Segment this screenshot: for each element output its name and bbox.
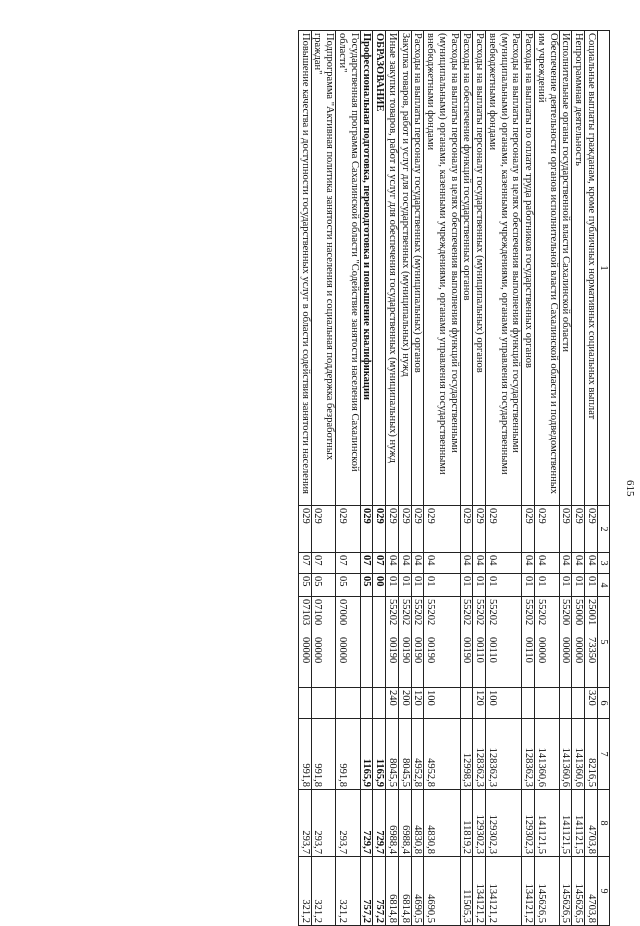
row-csr xyxy=(311,597,336,688)
budget-table xyxy=(298,30,610,926)
row-value-2: 141121,5 xyxy=(572,790,585,857)
table-row xyxy=(298,31,311,926)
row-csr-part-2: 00190 xyxy=(412,637,424,664)
row-csr-part-2: 00000 xyxy=(336,637,348,664)
row-value-3: 321,2 xyxy=(298,857,311,926)
row-ved: 029 xyxy=(311,506,336,553)
row-value-1: 141360,6 xyxy=(559,719,572,790)
row-value-3: 134121,2 xyxy=(522,857,535,926)
header-col-8: 8 xyxy=(597,790,609,857)
row-value-2: 729,7 xyxy=(360,790,373,857)
row-value-2: 129302,3 xyxy=(486,790,522,857)
table-row xyxy=(336,31,361,926)
row-vr: 200 xyxy=(398,688,411,719)
row-csr-part-2: 00000 xyxy=(573,637,585,664)
row-pr: 05 xyxy=(360,574,373,597)
row-csr xyxy=(298,597,311,688)
row-rz: 04 xyxy=(460,553,473,574)
row-csr xyxy=(572,597,585,688)
row-name: Расходы на выплаты персоналу в целях обеспечения выполнения функций государственными (муниципальными) органами, казенными учреждениями, органами управления государственными внебюджетными фондами xyxy=(486,31,522,506)
row-value-2: 129302,3 xyxy=(473,790,486,857)
row-rz: 07 xyxy=(298,553,311,574)
row-name: Государственная программа Сахалинской области "Содействие занятости населения Сахалинской области" xyxy=(336,31,361,506)
row-ved: 029 xyxy=(424,506,460,553)
row-csr xyxy=(386,597,399,688)
row-csr xyxy=(373,597,386,688)
row-csr xyxy=(336,597,361,688)
header-col-3: 3 xyxy=(597,553,609,574)
row-name: Расходы на выплаты по оплате труда работников государственных органов xyxy=(522,31,535,506)
row-rz: 07 xyxy=(311,553,336,574)
table-row xyxy=(473,31,486,926)
row-value-3: 757,2 xyxy=(373,857,386,926)
row-value-2: 6988,4 xyxy=(386,790,399,857)
row-pr: 01 xyxy=(559,574,572,597)
row-csr xyxy=(585,597,598,688)
table-row xyxy=(486,31,522,926)
row-value-2: 293,7 xyxy=(298,790,311,857)
row-csr xyxy=(473,597,486,688)
row-value-3: 4690,5 xyxy=(424,857,460,926)
row-value-3: 6814,8 xyxy=(398,857,411,926)
header-col-4: 4 xyxy=(597,574,609,597)
row-name: Расходы на выплаты персоналу государственных (муниципальных) органов xyxy=(411,31,424,506)
row-ved: 029 xyxy=(298,506,311,553)
row-rz: 04 xyxy=(398,553,411,574)
row-name: Подпрограмма "Активная политика занятости населения и социальная поддержка безработных граждан" xyxy=(311,31,336,506)
row-value-1: 8045,5 xyxy=(386,719,399,790)
row-pr: 01 xyxy=(386,574,399,597)
row-name: Исполнительные органы государственной власти Сахалинской области xyxy=(559,31,572,506)
row-vr: 320 xyxy=(585,688,598,719)
row-vr xyxy=(460,688,473,719)
row-ved: 029 xyxy=(486,506,522,553)
row-pr: 05 xyxy=(298,574,311,597)
row-csr-part-1: 55202 xyxy=(386,599,398,626)
row-csr xyxy=(559,597,572,688)
row-value-3: 145626,5 xyxy=(535,857,560,926)
row-value-3: 6814,8 xyxy=(386,857,399,926)
row-name: Обеспечение деятельности органов исполнительной власти Сахалинской области и подведомственных им учреждений xyxy=(535,31,560,506)
row-csr xyxy=(360,597,373,688)
table-row xyxy=(559,31,572,926)
row-value-1: 1165,9 xyxy=(373,719,386,790)
row-pr: 05 xyxy=(336,574,361,597)
row-rz: 04 xyxy=(522,553,535,574)
row-csr-part-2: 00000 xyxy=(299,637,311,664)
row-vr: 240 xyxy=(386,688,399,719)
row-csr-part-1: 07103 xyxy=(299,599,311,626)
row-name: Социальные выплаты гражданам, кроме публичных нормативных социальных выплат xyxy=(585,31,598,506)
row-ved: 029 xyxy=(460,506,473,553)
row-value-3: 134121,2 xyxy=(473,857,486,926)
page-number: 615 xyxy=(624,480,636,497)
table-row xyxy=(386,31,399,926)
row-value-1: 12998,3 xyxy=(460,719,473,790)
row-csr-part-1: 25001 xyxy=(585,599,597,626)
row-value-3: 134121,2 xyxy=(486,857,522,926)
row-value-1: 141360,6 xyxy=(572,719,585,790)
row-value-3: 321,2 xyxy=(311,857,336,926)
table-row xyxy=(360,31,373,926)
row-pr: 01 xyxy=(411,574,424,597)
row-rz: 04 xyxy=(572,553,585,574)
row-pr: 00 xyxy=(373,574,386,597)
row-value-1: 4952,8 xyxy=(424,719,460,790)
row-value-3: 4703,8 xyxy=(585,857,598,926)
row-pr: 05 xyxy=(311,574,336,597)
row-value-3: 11505,3 xyxy=(460,857,473,926)
row-csr-part-2: 00000 xyxy=(560,637,572,664)
row-csr-part-1: 07000 xyxy=(336,599,348,626)
row-value-2: 141121,5 xyxy=(559,790,572,857)
row-csr-part-2: 00110 xyxy=(486,637,498,663)
row-rz: 04 xyxy=(473,553,486,574)
row-value-1: 141360,6 xyxy=(535,719,560,790)
row-csr xyxy=(398,597,411,688)
header-col-1: 1 xyxy=(597,31,609,506)
row-value-3: 757,2 xyxy=(360,857,373,926)
header-col-7: 7 xyxy=(597,719,609,790)
row-value-1: 128362,3 xyxy=(486,719,522,790)
row-csr-part-1: 55202 xyxy=(461,599,473,626)
row-value-2: 6988,4 xyxy=(398,790,411,857)
row-csr-part-1: 55202 xyxy=(412,599,424,626)
header-col-5: 5 xyxy=(597,597,609,688)
row-csr-part-2: 00000 xyxy=(312,637,324,664)
row-rz: 04 xyxy=(559,553,572,574)
row-csr-part-2: 00190 xyxy=(399,637,411,664)
row-csr-part-2: 00110 xyxy=(523,637,535,663)
row-value-1: 8045,5 xyxy=(398,719,411,790)
row-rz: 04 xyxy=(486,553,522,574)
row-csr xyxy=(411,597,424,688)
row-csr xyxy=(535,597,560,688)
row-rz: 04 xyxy=(411,553,424,574)
row-csr xyxy=(522,597,535,688)
row-name: Расходы на выплаты персоналу в целях обеспечения выполнения функций государственными (муниципальными) органами, казенными учреждениями, органами управления государственными внебюджетными фондами xyxy=(424,31,460,506)
row-pr: 01 xyxy=(535,574,560,597)
row-pr: 01 xyxy=(572,574,585,597)
row-csr-part-1: 55202 xyxy=(523,599,535,626)
row-csr-part-2: 73350 xyxy=(585,637,597,664)
row-value-1: 991,8 xyxy=(298,719,311,790)
row-csr xyxy=(424,597,460,688)
row-value-1: 991,8 xyxy=(336,719,361,790)
table-row xyxy=(411,31,424,926)
row-value-1: 991,8 xyxy=(311,719,336,790)
row-ved: 029 xyxy=(559,506,572,553)
row-ved: 029 xyxy=(336,506,361,553)
row-ved: 029 xyxy=(398,506,411,553)
row-value-3: 145626,5 xyxy=(559,857,572,926)
row-rz: 04 xyxy=(424,553,460,574)
table-row xyxy=(460,31,473,926)
row-csr-part-2: 00000 xyxy=(535,637,547,664)
row-name: Закупка товаров, работ и услуг для государственных (муниципальных) нужд xyxy=(398,31,411,506)
header-col-9: 9 xyxy=(597,857,609,926)
row-csr-part-1: 55202 xyxy=(425,599,437,626)
row-value-2: 4830,8 xyxy=(424,790,460,857)
row-rz: 07 xyxy=(373,553,386,574)
row-vr xyxy=(572,688,585,719)
row-vr xyxy=(336,688,361,719)
row-value-1: 8216,5 xyxy=(585,719,598,790)
row-pr: 01 xyxy=(473,574,486,597)
row-csr-part-1: 55000 xyxy=(573,599,585,626)
row-vr xyxy=(360,688,373,719)
header-col-6: 6 xyxy=(597,688,609,719)
row-rz: 07 xyxy=(336,553,361,574)
row-value-3: 145626,5 xyxy=(572,857,585,926)
row-vr xyxy=(373,688,386,719)
table-row xyxy=(398,31,411,926)
row-vr: 100 xyxy=(424,688,460,719)
row-name: Расходы на обеспечение функций государственных органов xyxy=(460,31,473,506)
row-vr: 120 xyxy=(473,688,486,719)
row-vr xyxy=(535,688,560,719)
row-name: Повышение качества и доступности государственных услуг в области содействия занятости населения xyxy=(298,31,311,506)
row-value-2: 4830,8 xyxy=(411,790,424,857)
table-row xyxy=(424,31,460,926)
row-vr xyxy=(298,688,311,719)
header-row xyxy=(597,31,609,926)
row-pr: 01 xyxy=(585,574,598,597)
row-value-2: 729,7 xyxy=(373,790,386,857)
row-csr-part-2: 00190 xyxy=(425,637,437,664)
table-row xyxy=(585,31,598,926)
row-value-3: 4690,5 xyxy=(411,857,424,926)
row-ved: 029 xyxy=(572,506,585,553)
row-ved: 029 xyxy=(386,506,399,553)
row-pr: 01 xyxy=(486,574,522,597)
row-csr xyxy=(460,597,473,688)
row-ved: 029 xyxy=(473,506,486,553)
table-row xyxy=(373,31,386,926)
row-csr-part-1: 55202 xyxy=(486,599,498,626)
row-name: Расходы на выплаты персоналу государственных (муниципальных) органов xyxy=(473,31,486,506)
row-csr-part-1: 55200 xyxy=(560,599,572,626)
row-csr xyxy=(486,597,522,688)
row-value-1: 4952,8 xyxy=(411,719,424,790)
row-rz: 04 xyxy=(386,553,399,574)
row-value-2: 141121,5 xyxy=(535,790,560,857)
row-pr: 01 xyxy=(398,574,411,597)
row-csr-part-1: 07100 xyxy=(312,599,324,626)
row-pr: 01 xyxy=(522,574,535,597)
row-vr: 100 xyxy=(486,688,522,719)
row-value-2: 293,7 xyxy=(336,790,361,857)
budget-table-rotated xyxy=(30,30,610,923)
row-vr xyxy=(311,688,336,719)
row-value-1: 128362,3 xyxy=(473,719,486,790)
row-value-2: 293,7 xyxy=(311,790,336,857)
row-vr xyxy=(522,688,535,719)
table-row xyxy=(311,31,336,926)
row-value-1: 128362,3 xyxy=(522,719,535,790)
row-value-3: 321,2 xyxy=(336,857,361,926)
row-value-2: 4703,8 xyxy=(585,790,598,857)
row-vr: 120 xyxy=(411,688,424,719)
row-name: ОБРАЗОВАНИЕ xyxy=(373,31,386,506)
row-pr: 01 xyxy=(460,574,473,597)
row-rz: 04 xyxy=(535,553,560,574)
row-value-1: 1165,9 xyxy=(360,719,373,790)
row-vr xyxy=(559,688,572,719)
row-rz: 04 xyxy=(585,553,598,574)
document-page xyxy=(30,30,610,923)
row-name: Непрограммная деятельность xyxy=(572,31,585,506)
row-ved: 029 xyxy=(522,506,535,553)
table-row xyxy=(572,31,585,926)
row-value-2: 11819,2 xyxy=(460,790,473,857)
row-csr-part-2: 00190 xyxy=(386,637,398,664)
row-csr-part-1: 55202 xyxy=(535,599,547,626)
row-ved: 029 xyxy=(360,506,373,553)
row-ved: 029 xyxy=(373,506,386,553)
row-ved: 029 xyxy=(411,506,424,553)
table-row xyxy=(535,31,560,926)
row-ved: 029 xyxy=(535,506,560,553)
row-pr: 01 xyxy=(424,574,460,597)
row-name: Иные закупки товаров, работ и услуг для обеспечения государственных (муниципальных) нужд xyxy=(386,31,399,506)
row-name: Профессиональная подготовка, переподготовка и повышение квалификации xyxy=(360,31,373,506)
table-row xyxy=(522,31,535,926)
row-rz: 07 xyxy=(360,553,373,574)
row-ved: 029 xyxy=(585,506,598,553)
row-csr-part-1: 55202 xyxy=(474,599,486,626)
row-csr-part-1: 55202 xyxy=(399,599,411,626)
row-csr-part-2: 00190 xyxy=(461,637,473,664)
row-csr-part-2: 00110 xyxy=(474,637,486,663)
row-value-2: 129302,3 xyxy=(522,790,535,857)
header-col-2: 2 xyxy=(597,506,609,553)
